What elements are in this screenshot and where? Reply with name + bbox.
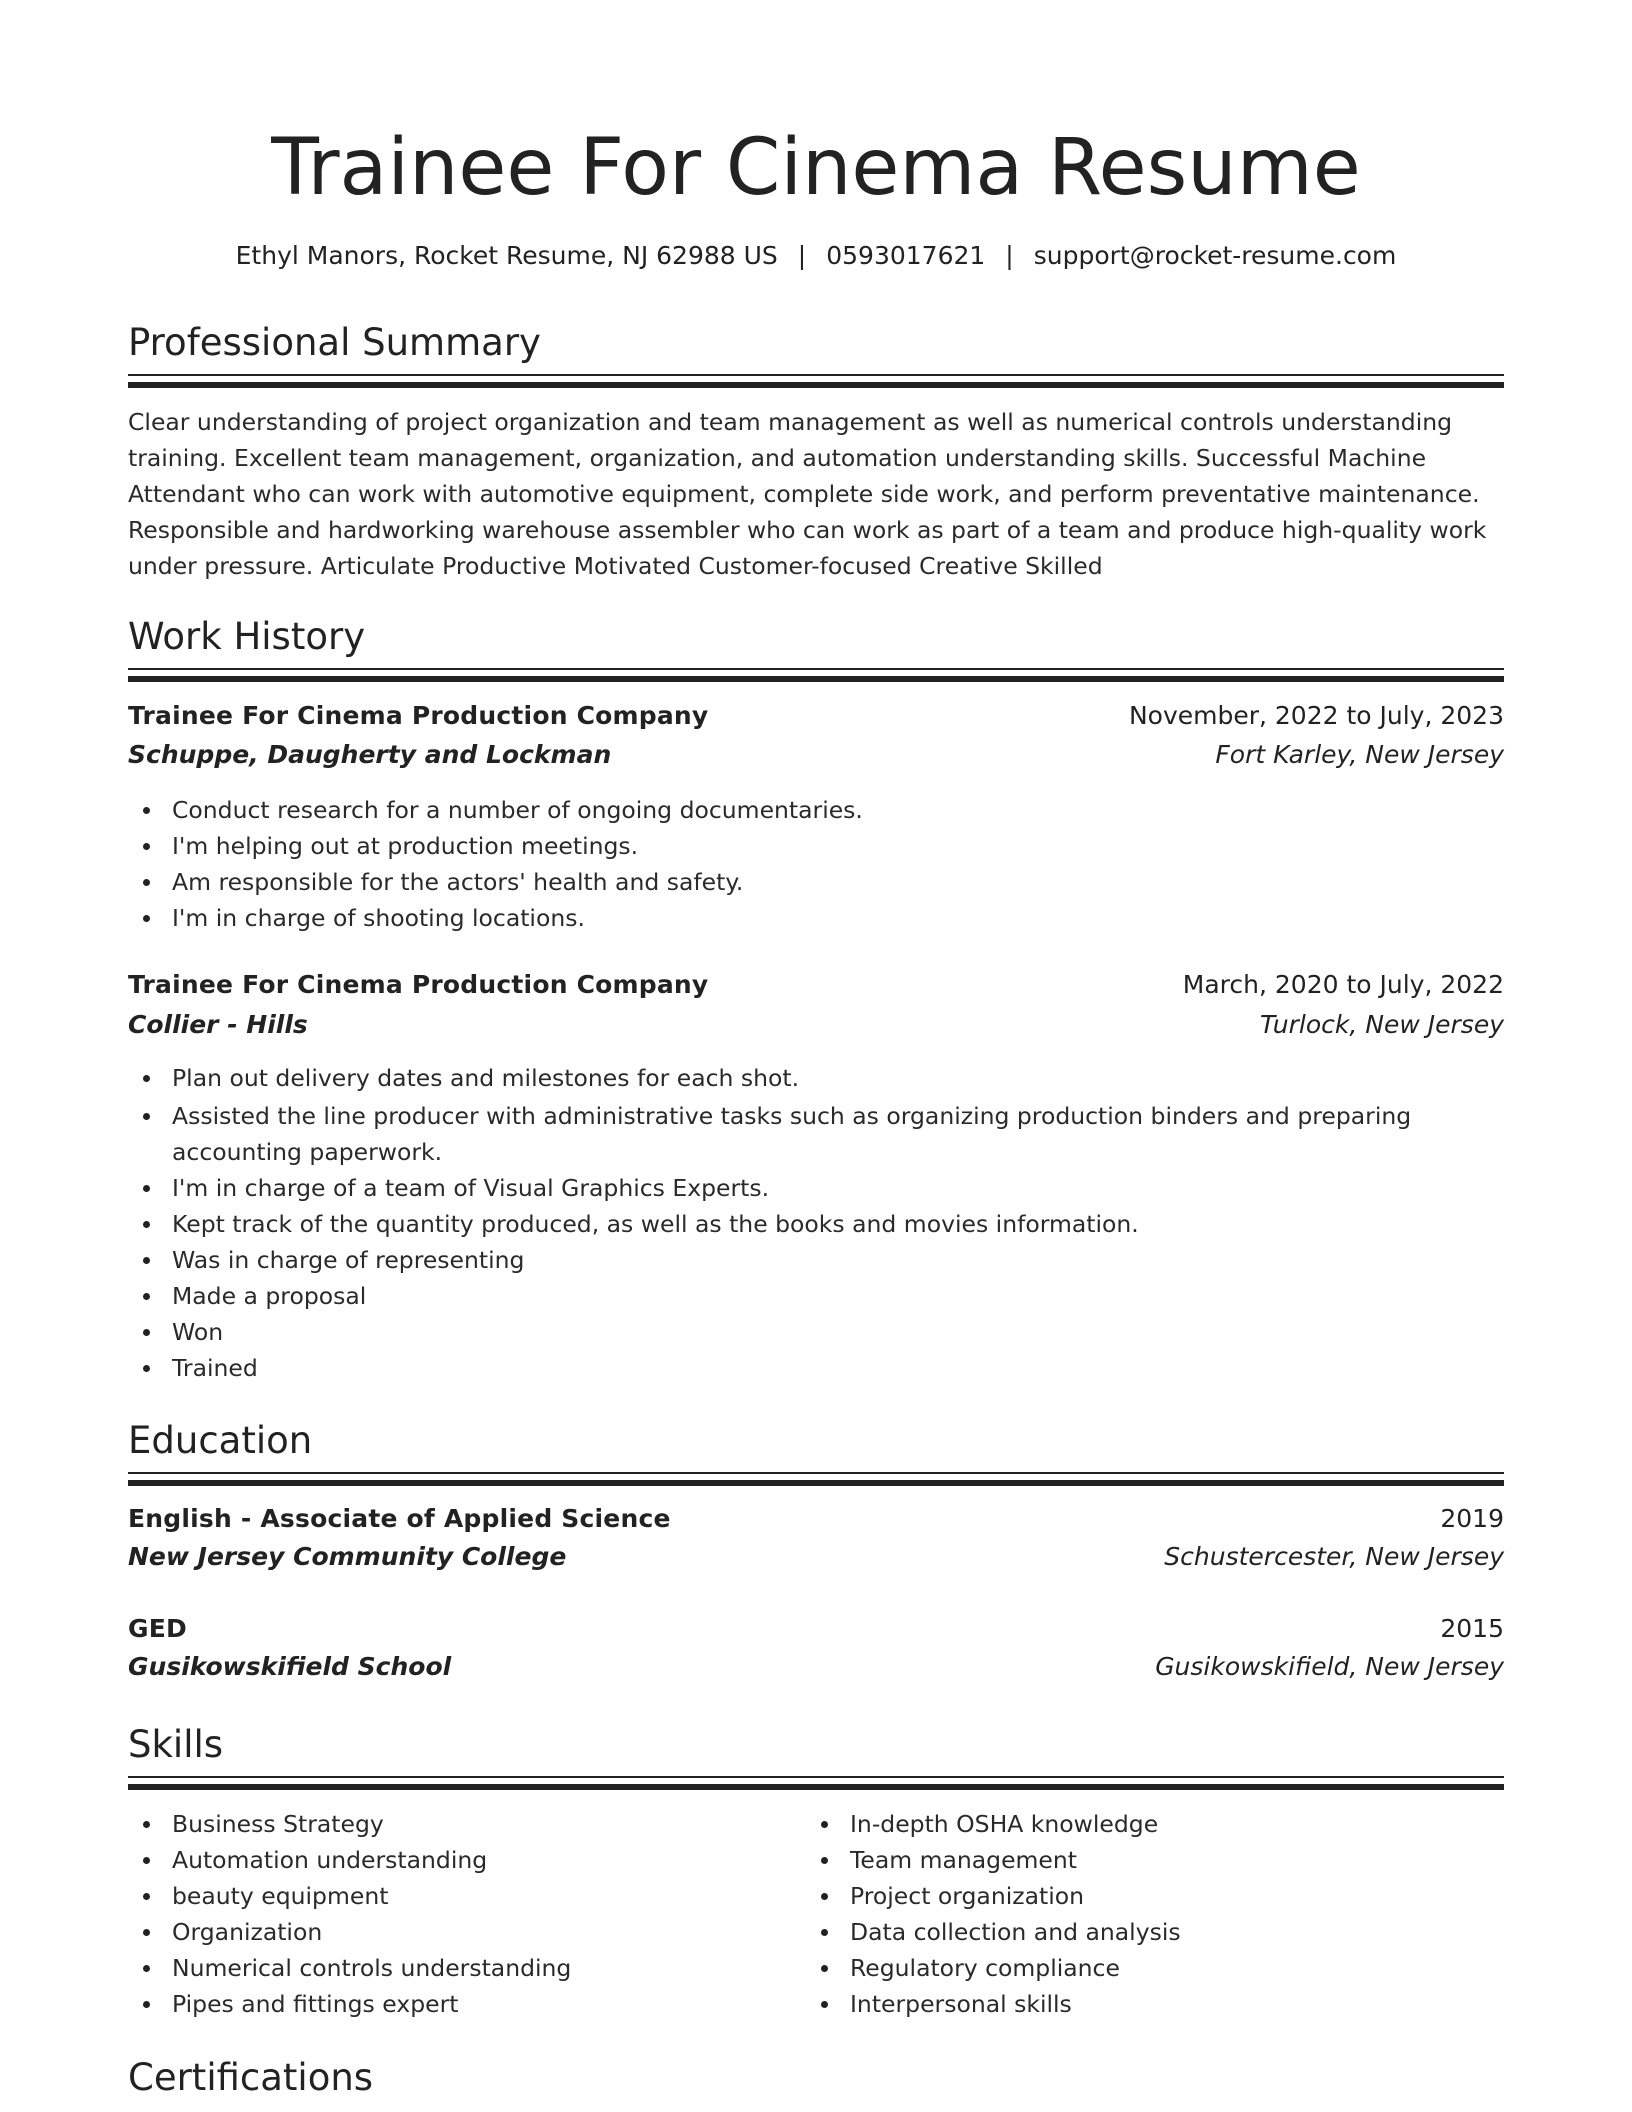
job-duties-list — [128, 792, 1504, 936]
resume-title: Trainee For Cinema Resume — [271, 123, 1361, 213]
list-item: Project organization — [806, 1878, 1466, 1914]
list-item: Organization — [128, 1914, 788, 1950]
section-divider — [128, 1776, 1504, 1790]
contact-separator: | — [1005, 241, 1014, 270]
contact-email: support@rocket-resume.com — [1033, 241, 1397, 270]
list-item: Business Strategy — [128, 1806, 788, 1842]
summary-line: Attendant who can work with automotive equipment, complete side work, and perform preventative maintenance. — [128, 480, 1480, 508]
job-title: Trainee For Cinema Production Company — [128, 970, 709, 999]
list-item: Kept track of the quantity produced, as well as the books and movies information. — [128, 1206, 1504, 1242]
list-item: Automation understanding — [128, 1842, 788, 1878]
list-item: I'm in charge of shooting locations. — [128, 900, 1504, 936]
list-item: Plan out delivery dates and milestones for each shot. — [128, 1060, 1504, 1096]
list-item: beauty equipment — [128, 1878, 788, 1914]
list-item: Was in charge of representing — [128, 1242, 1504, 1278]
job-dates: November, 2022 to July, 2023 — [1128, 701, 1504, 730]
job-duties-list — [128, 1060, 1504, 1386]
education-year: 2019 — [1440, 1504, 1504, 1533]
summary-text — [128, 404, 1504, 584]
job-header — [128, 966, 1504, 1004]
education-school: New Jersey Community College — [128, 1542, 567, 1571]
job-company: Collier - Hills — [128, 1010, 308, 1039]
job-company: Schuppe, Daugherty and Lockman — [128, 740, 612, 769]
section-heading-work: Work History — [128, 615, 366, 658]
list-item: In-depth OSHA knowledge — [806, 1806, 1466, 1842]
list-item: Made a proposal — [128, 1278, 1504, 1314]
education-location: Gusikowskifield, New Jersey — [1155, 1652, 1504, 1681]
education-year: 2015 — [1440, 1614, 1504, 1643]
list-item: Trained — [128, 1350, 1504, 1386]
contact-phone: 0593017621 — [826, 241, 986, 270]
section-heading-skills: Skills — [128, 1723, 224, 1766]
contact-address: Ethyl Manors, Rocket Resume, NJ 62988 US — [235, 241, 778, 270]
list-item: Team management — [806, 1842, 1466, 1878]
list-item: I'm helping out at production meetings. — [128, 828, 1504, 864]
education-subheader — [128, 1648, 1504, 1686]
list-item: Pipes and fittings expert — [128, 1986, 788, 2022]
summary-line: training. Excellent team management, organization, and automation understanding skills. Successful Machine — [128, 444, 1427, 472]
job-location: Turlock, New Jersey — [1260, 1010, 1504, 1039]
list-item: Conduct research for a number of ongoing documentaries. — [128, 792, 1504, 828]
education-header — [128, 1610, 1504, 1648]
list-item: Regulatory compliance — [806, 1950, 1466, 1986]
list-item: Won — [128, 1314, 1504, 1350]
contact-separator: | — [797, 241, 807, 270]
summary-line: Responsible and hardworking warehouse assembler who can work as part of a team and produce high-quality work — [128, 516, 1487, 544]
list-item: Numerical controls understanding — [128, 1950, 788, 1986]
section-divider — [128, 374, 1504, 388]
contact-line — [0, 238, 1632, 274]
list-item: Data collection and analysis — [806, 1914, 1466, 1950]
education-degree: GED — [128, 1614, 187, 1643]
education-header — [128, 1500, 1504, 1538]
education-degree: English - Associate of Applied Science — [128, 1504, 671, 1533]
job-title: Trainee For Cinema Production Company — [128, 701, 709, 730]
skills-list-right — [806, 1806, 1466, 2022]
job-subheader — [128, 1006, 1504, 1044]
skills-list-left — [128, 1806, 788, 2022]
job-location: Fort Karley, New Jersey — [1215, 740, 1504, 769]
list-item: Am responsible for the actors' health and safety. — [128, 864, 1504, 900]
section-divider — [128, 1472, 1504, 1486]
section-heading-education: Education — [128, 1419, 313, 1462]
job-dates: March, 2020 to July, 2022 — [1182, 970, 1504, 999]
education-location: Schustercester, New Jersey — [1164, 1542, 1504, 1571]
list-item: I'm in charge of a team of Visual Graphics Experts. — [128, 1170, 1504, 1206]
education-subheader — [128, 1538, 1504, 1576]
section-heading-certifications: Certifications — [128, 2056, 374, 2099]
list-item: Assisted the line producer with administrative tasks such as organizing production binders and preparing accounting paperwork. — [128, 1098, 1504, 1170]
summary-line: under pressure. Articulate Productive Motivated Customer-focused Creative Skilled — [128, 552, 1103, 580]
summary-line: Clear understanding of project organization and team management as well as numerical controls understanding — [128, 408, 1453, 436]
job-subheader — [128, 736, 1504, 774]
section-divider — [128, 668, 1504, 682]
section-heading-summary: Professional Summary — [128, 321, 541, 364]
job-header — [128, 697, 1504, 735]
education-school: Gusikowskifield School — [128, 1652, 452, 1681]
list-item: Interpersonal skills — [806, 1986, 1466, 2022]
